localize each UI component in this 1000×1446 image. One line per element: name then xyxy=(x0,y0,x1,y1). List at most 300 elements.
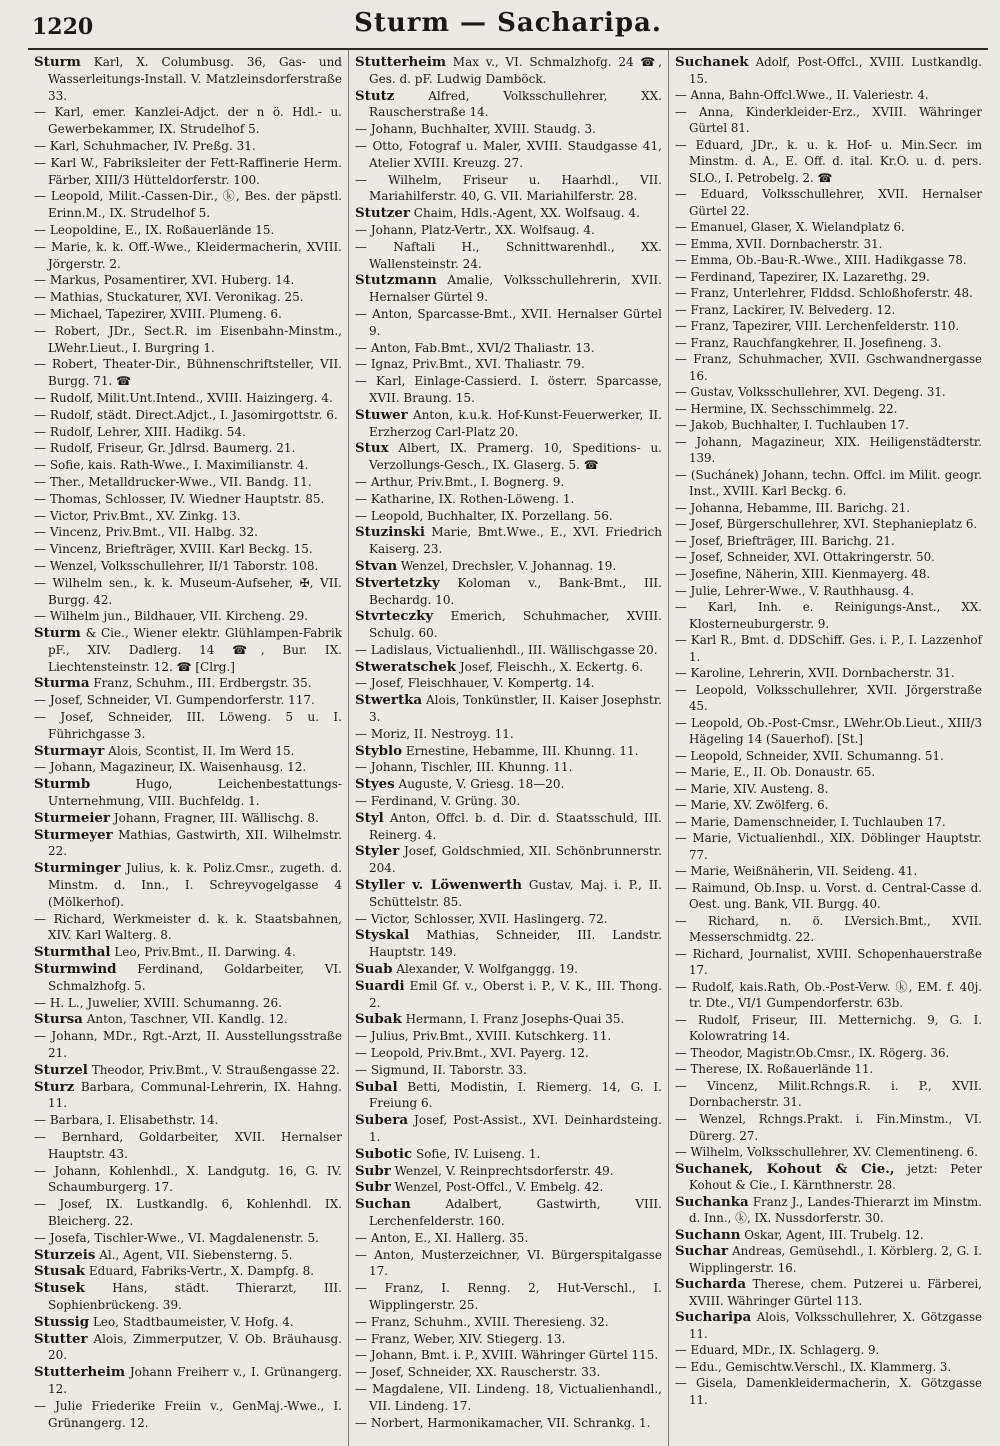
entry-details: — Franz, Schuhmacher, XVII. Gschwandnergasse 16. xyxy=(675,352,982,383)
entry-details: — Johann, Kohlenhdl., X. Landgutg. 16, G. IV. Schaumburgerg. 17. xyxy=(34,1163,342,1195)
directory-entry xyxy=(34,1028,342,1062)
directory-entry xyxy=(34,188,342,222)
directory-entry xyxy=(675,913,982,946)
directory-entry xyxy=(34,810,342,827)
entry-details: — Therese, IX. Roßauerlände 11. xyxy=(675,1062,874,1077)
directory-entry xyxy=(355,1179,662,1196)
entry-details: — Michael, Tapezirer, XVIII. Plumeng. 6. xyxy=(34,306,282,321)
directory-entry xyxy=(34,1062,342,1079)
directory-entry xyxy=(355,1331,662,1348)
directory-entry xyxy=(355,1347,662,1364)
directory-entry xyxy=(355,575,662,609)
directory-entry xyxy=(675,632,982,665)
directory-entry xyxy=(34,440,342,457)
entry-details: Josef, Fleischh., X. Eckertg. 6. xyxy=(459,659,644,674)
entry-surname: Sturmthal xyxy=(34,944,111,961)
entry-details: — Anton, Sparcasse-Bmt., XVII. Hernalser Gürtel 9. xyxy=(355,306,662,338)
entry-details: — Richard, n. ö. LVersich.Bmt., XVII. Messerschmidtg. 22. xyxy=(675,913,982,945)
directory-entry xyxy=(355,877,662,911)
directory-entry xyxy=(355,1196,662,1230)
entry-details: — Otto, Fotograf u. Maler, XVIII. Staudgasse 41, Atelier XVIII. Kreuzg. 27. xyxy=(355,138,662,170)
directory-entry xyxy=(355,524,662,558)
entry-details: — Anna, Bahn-Offcl.Wwe., II. Valeriestr. 4. xyxy=(675,88,929,103)
directory-entry xyxy=(675,104,982,137)
entry-surname: Subera xyxy=(355,1112,409,1129)
entry-details: Therese, chem. Putzerei u. Färberei, XVIII. Währinger Gürtel 113. xyxy=(689,1277,983,1308)
directory-entry xyxy=(34,155,342,189)
directory-entry xyxy=(675,401,982,418)
entry-surname: Stutzer xyxy=(355,205,410,222)
entry-details: — Rudolf, kais.Rath, Ob.-Post-Verw. ⓚ, EM. f. 40j. tr. Dte., VI/1 Gumpendorferstr. 63b. xyxy=(675,979,982,1011)
entry-details: — Johann, Magazineur, XIX. Heiligenstädterstr. 139. xyxy=(675,434,982,466)
entry-surname: Suardi xyxy=(355,977,405,994)
entry-details: — Richard, Werkmeister d. k. k. Staatsbahnen, XIV. Karl Walterg. 8. xyxy=(34,911,342,943)
directory-entry xyxy=(34,911,342,945)
directory-entry xyxy=(34,759,342,776)
directory-entry xyxy=(355,961,662,978)
directory-entry xyxy=(34,743,342,760)
directory-entry xyxy=(355,1062,662,1079)
entry-details: — Rudolf, Friseur, Gr. Jdlrsd. Baumerg. 21. xyxy=(34,441,296,456)
entry-details: Ernestine, Hebamme, III. Khunng. 11. xyxy=(405,743,639,758)
entry-details: — Bernhard, Goldarbeiter, XVII. Hernalser Hauptstr. 43. xyxy=(34,1130,342,1161)
entry-surname: Stweratschek xyxy=(355,658,457,675)
directory-entry xyxy=(355,608,662,642)
directory-entry xyxy=(34,1263,342,1280)
entry-details: — Theodor, Magistr.Ob.Cmsr., IX. Rögerg. 36. xyxy=(675,1045,950,1060)
directory-entry xyxy=(34,390,342,407)
directory-entry xyxy=(34,1230,342,1247)
entry-details: Franz J., Landes-Thierarzt im Minstm. d. Inn., ⓚ, IX. Nussdorferstr. 30. xyxy=(689,1194,982,1226)
directory-entry xyxy=(355,508,662,525)
directory-entry xyxy=(34,272,342,289)
entry-surname: Sturmwind xyxy=(34,961,117,978)
entry-details: — Johann, Buchhalter, XVIII. Staudg. 3. xyxy=(355,122,596,137)
directory-entry xyxy=(34,1280,342,1314)
entry-details: — Emma, Ob.-Bau-R.-Wwe., XIII. Hadikgasse 78. xyxy=(675,253,967,268)
entry-surname: Sturzel xyxy=(34,1061,88,1078)
directory-entry xyxy=(675,814,982,831)
entry-details: — Hermine, IX. Sechsschimmelg. 22. xyxy=(675,401,898,416)
entry-surname: Styler xyxy=(355,843,400,860)
directory-entry xyxy=(355,726,662,743)
entry-details: Anton, Offcl. b. d. Dir. d. Staatsschuld, III. Reinerg. 4. xyxy=(369,810,662,842)
entry-details: Albert, IX. Pramerg. 10, Speditions- u. Verzollungs-Gesch., IX. Glaserg. 5. ☎ xyxy=(369,441,662,473)
directory-entry xyxy=(34,138,342,155)
entry-details: Ferdinand, Goldarbeiter, VI. Schmalzhofg. 5. xyxy=(48,962,342,993)
entry-surname: Stux xyxy=(355,440,389,457)
entry-surname: Stussig xyxy=(34,1313,90,1330)
entry-surname: Stutter xyxy=(34,1330,88,1347)
entry-details: Adolf, Post-Offcl., XVIII. Lustkandlg. 15. xyxy=(689,55,982,86)
entry-details: — Josefa, Tischler-Wwe., VI. Magdalenenstr. 5. xyxy=(34,1230,319,1245)
directory-entry xyxy=(34,1129,342,1163)
entry-details: — Franz, Tapezirer, VIII. Lerchenfelderstr. 110. xyxy=(675,319,960,334)
directory-entry xyxy=(355,1011,662,1028)
entry-details: — Josef, Schneider, III. Löweng. 5 u. I. Führichgasse 3. xyxy=(34,710,342,741)
directory-entry xyxy=(355,743,662,760)
entry-surname: Stursa xyxy=(34,1011,83,1028)
entry-details: — Wilhelm, Friseur u. Haarhdl., VII. Mariahilferstr. 40, G. VII. Mariahilferstr. 28. xyxy=(355,172,662,204)
directory-entry xyxy=(34,692,342,709)
directory-entry xyxy=(34,995,342,1012)
entry-details: — Johann, MDr., Rgt.-Arzt, II. Ausstellungsstraße 21. xyxy=(34,1029,342,1061)
entry-details: — Johann, Tischler, III. Khunng. 11. xyxy=(355,760,573,775)
directory-entry xyxy=(675,533,982,550)
entry-details: — Rudolf, Milit.Unt.Intend., XVIII. Haizingerg. 4. xyxy=(34,390,333,405)
entry-details: — Karl, Inh. e. Reinigungs-Anst., XX. Klosterneuburgerstr. 9. xyxy=(675,600,982,631)
directory-entry xyxy=(675,1061,982,1078)
directory-entry xyxy=(355,1415,662,1432)
entry-details: — Edu., Gemischtw.Verschl., IX. Klammerg. 3. xyxy=(675,1359,952,1374)
entry-details: — Wenzel, Rchngs.Prakt. i. Fin.Minstm., VI. Dürerg. 27. xyxy=(675,1112,982,1143)
directory-entry xyxy=(355,54,662,88)
directory-entry xyxy=(34,675,342,692)
entry-details: — Franz, Rauchfangkehrer, II. Josefineng. 3. xyxy=(675,335,942,350)
entry-surname: Subotic xyxy=(355,1145,413,1162)
entry-details: — Josef, Fleischhauer, V. Kompertg. 14. xyxy=(355,676,595,691)
directory-entry xyxy=(675,682,982,715)
entry-details: — Karl, Schuhmacher, IV. Preßg. 31. xyxy=(34,138,256,153)
entry-details: Auguste, V. Griesg. 18—20. xyxy=(398,777,565,792)
entry-details: — Josef, Schneider, VI. Gumpendorferstr. 117. xyxy=(34,693,315,708)
running-title: Sturm — Sacharipa. xyxy=(354,8,662,38)
directory-entry xyxy=(675,1276,982,1309)
entry-details: Johann, Fragner, III. Wällischg. 8. xyxy=(113,810,319,825)
directory-entry xyxy=(34,1314,342,1331)
directory-entry xyxy=(355,675,662,692)
entry-details: Karl, X. Columbusg. 36, Gas- und Wasserleitungs-Install. V. Matzleinsdorferstraße 33. xyxy=(48,55,342,103)
entry-details: — Robert, JDr., Sect.R. im Eisenbahn-Minstm., LWehr.Lieut., I. Burgring 1. xyxy=(34,323,342,355)
directory-entry xyxy=(675,1309,982,1342)
entry-details: — Vincenz, Briefträger, XVIII. Karl Beckg. 15. xyxy=(34,542,313,557)
entry-surname: Sturz xyxy=(34,1078,75,1095)
directory-entry xyxy=(355,138,662,172)
entry-details: — Wilhelm jun., Bildhauer, VII. Kircheng. 29. xyxy=(34,609,309,624)
directory-entry xyxy=(355,659,662,676)
directory-entry xyxy=(34,558,342,575)
directory-entry xyxy=(355,172,662,206)
directory-entry xyxy=(34,944,342,961)
directory-entry xyxy=(355,1230,662,1247)
entry-details: — Barbara, I. Elisabethstr. 14. xyxy=(34,1113,219,1128)
entry-details: — Vincenz, Milit.Rchngs.R. i. P., XVII. Dornbacherstr. 31. xyxy=(675,1078,982,1110)
entry-details: — Eduard, JDr., k. u. k. Hof- u. Min.Secr. im Minstm. d. A., E. Off. d. ital. Kr.O. u. d. pers. SLO., I. Petrobelg. 2. ☎ xyxy=(675,137,982,185)
entry-details: Eduard, Fabriks-Vertr., X. Dampfg. 8. xyxy=(88,1264,315,1279)
directory-entry xyxy=(34,508,342,525)
entry-details: — Mathias, Stuckaturer, XVI. Veronikag. 25. xyxy=(34,290,304,305)
entry-details: — H. L., Juwelier, XVIII. Schumanng. 26. xyxy=(34,995,282,1010)
directory-entry xyxy=(34,776,342,810)
entry-surname: Stutterheim xyxy=(355,54,447,70)
directory-entry xyxy=(675,599,982,632)
entry-details: — Jakob, Buchhalter, I. Tuchlauben 17. xyxy=(675,418,909,433)
entry-details: — Josef, Schneider, XX. Rauscherstr. 33. xyxy=(355,1365,601,1380)
entry-surname: Suab xyxy=(355,961,393,978)
entry-details: Amalie, Volksschullehrerin, XVII. Hernalser Gürtel 9. xyxy=(369,273,662,305)
entry-details: Leo, Stadtbaumeister, V. Hofg. 4. xyxy=(92,1314,294,1329)
directory-entry xyxy=(34,239,342,273)
entry-details: Alfred, Volksschullehrer, XX. Rauscherstraße 14. xyxy=(369,88,662,120)
entry-details: — Leopold, Volksschullehrer, XVII. Jörgerstraße 45. xyxy=(675,682,982,714)
directory-entry xyxy=(355,474,662,491)
directory-entry xyxy=(675,781,982,798)
directory-entry xyxy=(675,549,982,566)
entry-details: — Julie Friederike Freiin v., GenMaj.-Wwe., I. Grünangerg. 12. xyxy=(34,1398,342,1430)
entry-surname: Styblo xyxy=(355,742,403,759)
directory-entry xyxy=(675,467,982,500)
directory-entry xyxy=(355,759,662,776)
directory-entry xyxy=(355,843,662,877)
entry-details: Andreas, Gemüsehdl., I. Körblerg. 2, G. I. Wipplingerstr. 16. xyxy=(689,1244,982,1275)
entry-details: — Franz, I. Renng. 2, Hut-Verschl., I. Wipplingerstr. 25. xyxy=(355,1281,662,1312)
entry-details: — Emanuel, Glaser, X. Wielandplatz 6. xyxy=(675,220,905,235)
entry-details: — Karoline, Lehrerin, XVII. Dornbacherstr. 31. xyxy=(675,666,955,681)
entry-details: — Josefine, Näherin, XIII. Kienmayerg. 48. xyxy=(675,566,931,581)
page-header xyxy=(28,0,988,50)
column-2 xyxy=(348,50,668,1446)
entry-details: — Anton, Fab.Bmt., XVI/2 Thaliastr. 13. xyxy=(355,340,595,355)
directory-entry xyxy=(675,748,982,765)
directory-entry xyxy=(34,323,342,357)
entry-details: Alois, Tonkünstler, II. Kaiser Josephstr. 3. xyxy=(369,693,662,725)
directory-entry xyxy=(675,715,982,748)
directory-entry xyxy=(355,1112,662,1146)
entry-details: — Marie, Victualienhdl., XIX. Döblinger Hauptstr. 77. xyxy=(675,831,982,862)
entry-details: Anton, k.u.k. Hof-Kunst-Feuerwerker, II. Erzherzog Carl-Platz 20. xyxy=(369,407,662,439)
entry-details: — Julie, Lehrer-Wwe., V. Rauthhausg. 4. xyxy=(675,583,915,598)
entry-details: — Karl R., Bmt. d. DDSchiff. Ges. i. P., I. Lazzenhof 1. xyxy=(675,633,982,664)
entry-details: — Anna, Kinderkleider-Erz., XVIII. Währinger Gürtel 81. xyxy=(675,104,982,136)
directory-entry xyxy=(355,1163,662,1180)
directory-entry xyxy=(675,1243,982,1276)
directory-entry xyxy=(675,1227,982,1244)
directory-entry xyxy=(355,1381,662,1415)
entry-details: — Johann, Platz-Vertr., XX. Wolfsaug. 4. xyxy=(355,222,595,237)
directory-entry xyxy=(675,335,982,352)
entry-surname: Suchar xyxy=(675,1243,729,1260)
entry-surname: Suchanek, Kohout & Cie., xyxy=(675,1160,895,1177)
entry-details: — Victor, Priv.Bmt., XV. Zinkg. 13. xyxy=(34,508,241,523)
entry-surname: Stvertetzky xyxy=(355,574,440,591)
entry-surname: Stuzinski xyxy=(355,524,425,541)
directory-entry xyxy=(355,306,662,340)
entry-details: — Naftali H., Schnittwarenhdl., XX. Wallensteinstr. 24. xyxy=(355,239,662,271)
directory-entry xyxy=(355,272,662,306)
directory-entry xyxy=(675,186,982,219)
entry-details: — (Suchánek) Johann, techn. Offcl. im Milit. geogr. Inst., XVIII. Karl Beckg. 6. xyxy=(675,467,982,499)
directory-entry xyxy=(675,137,982,187)
directory-entry xyxy=(675,252,982,269)
directory-entry xyxy=(355,440,662,474)
directory-entry xyxy=(675,1194,982,1227)
directory-entry xyxy=(675,236,982,253)
directory-entry xyxy=(675,1111,982,1144)
entry-details: Hermann, I. Franz Josephs-Quai 35. xyxy=(405,1012,625,1027)
entry-details: — Marie, E., II. Ob. Donaustr. 65. xyxy=(675,765,876,780)
entry-details: Theodor, Priv.Bmt., V. Straußengasse 22. xyxy=(91,1062,340,1077)
directory-entry xyxy=(34,54,342,104)
entry-details: Franz, Schuhm., III. Erdbergstr. 35. xyxy=(93,676,312,691)
entry-details: Josef, Goldschmied, XII. Schönbrunnerstr. 204. xyxy=(369,844,662,876)
entry-details: — Markus, Posamentirer, XVI. Huberg. 14. xyxy=(34,273,295,288)
entry-details: — Marie, XV. Zwölferg. 6. xyxy=(675,798,829,813)
directory-entry xyxy=(675,500,982,517)
directory-entry xyxy=(675,1359,982,1376)
directory-entry xyxy=(34,424,342,441)
directory-entry xyxy=(355,239,662,273)
directory-entry xyxy=(355,927,662,961)
entry-surname: Suchann xyxy=(675,1226,741,1243)
entry-details: Alois, Scontist, II. Im Werd 15. xyxy=(108,743,295,758)
directory-entry xyxy=(34,491,342,508)
entry-surname: Stvan xyxy=(355,557,398,574)
entry-surname: Suchanek xyxy=(675,54,749,70)
entry-surname: Sucharipa xyxy=(675,1309,752,1326)
entry-details: — Norbert, Harmonikamacher, VII. Schrankg. 1. xyxy=(355,1415,651,1430)
directory-entry xyxy=(355,205,662,222)
entry-details: — Ther., Metalldrucker-Wwe., VII. Bandg. 11. xyxy=(34,474,312,489)
entry-surname: Stusak xyxy=(34,1263,86,1280)
entry-details: Mathias, Gastwirth, XII. Wilhelmstr. 22. xyxy=(48,827,342,859)
directory-entry xyxy=(34,709,342,743)
entry-surname: Subal xyxy=(355,1078,398,1095)
directory-entry xyxy=(34,608,342,625)
entry-details: — Josef, Bürgerschullehrer, XVI. Stephanieplatz 6. xyxy=(675,517,978,532)
entry-surname: Sturmayr xyxy=(34,742,105,759)
directory-entry xyxy=(34,827,342,861)
entry-details: — Karl W., Fabriksleiter der Fett-Raffinerie Herm. Färber, XIII/3 Hütteldorferstr. 100. xyxy=(34,155,342,187)
entry-details: — Thomas, Schlosser, IV. Wiedner Hauptstr. 85. xyxy=(34,491,325,506)
entry-details: — Victor, Schlosser, XVII. Haslingerg. 72. xyxy=(355,911,608,926)
entry-details: — Marie, k. k. Off.-Wwe., Kleidermacherin, XVIII. Jörgerstr. 2. xyxy=(34,239,342,271)
entry-surname: Sturmeier xyxy=(34,809,110,826)
entry-details: — Leopold, Priv.Bmt., XVI. Payerg. 12. xyxy=(355,1046,589,1061)
directory-entry xyxy=(355,1314,662,1331)
directory-entry xyxy=(34,407,342,424)
entry-details: — Anton, E., XI. Hallerg. 35. xyxy=(355,1230,529,1245)
entry-details: — Arthur, Priv.Bmt., I. Bognerg. 9. xyxy=(355,474,565,489)
directory-entry xyxy=(675,384,982,401)
entry-details: — Franz, Lackirer, IV. Belvederg. 12. xyxy=(675,302,896,317)
entry-details: — Sigmund, II. Taborstr. 33. xyxy=(355,1062,527,1077)
directory-entry xyxy=(355,776,662,793)
entry-surname: Subr xyxy=(355,1179,391,1196)
entry-surname: Styl xyxy=(355,809,384,826)
entry-details: — Rudolf, städt. Direct.Adjct., I. Jasomirgottstr. 6. xyxy=(34,407,338,422)
entry-surname: Sturmb xyxy=(34,776,91,793)
entry-details: Betti, Modistin, I. Riemerg. 14, G. I. Freiung 6. xyxy=(369,1079,662,1111)
entry-surname: Stusek xyxy=(34,1280,85,1297)
entry-details: — Eduard, MDr., IX. Schlagerg. 9. xyxy=(675,1343,880,1358)
entry-surname: Stutzmann xyxy=(355,272,437,289)
entry-details: Oskar, Agent, III. Trubelg. 12. xyxy=(744,1227,924,1242)
entry-details: & Cie., Wiener elektr. Glühlampen-Fabrik pF., XIV. Dadlerg. 14 ☎, Bur. IX. Liechtensteinstr. 12. ☎ [Clrg.] xyxy=(48,626,342,674)
entry-details: — Ignaz, Priv.Bmt., XVI. Thaliastr. 79. xyxy=(355,357,585,372)
entry-surname: Stutterheim xyxy=(34,1364,126,1381)
entry-details: — Magdalene, VII. Lindeng. 18, Victualienhandl., VII. Lindeng. 17. xyxy=(355,1381,662,1413)
directory-entry xyxy=(34,474,342,491)
directory-entry xyxy=(34,306,342,323)
entry-details: — Leopold, Milit.-Cassen-Dir., ⓚ, Bes. der päpstl. Erinn.M., IX. Strudelhof 5. xyxy=(34,189,342,221)
entry-details: — Wilhelm, Volksschullehrer, XV. Clementineng. 6. xyxy=(675,1145,978,1160)
directory-entry xyxy=(675,417,982,434)
directory-entry xyxy=(355,642,662,659)
directory-entry xyxy=(355,356,662,373)
directory-entry xyxy=(675,302,982,319)
entry-surname: Suchanka xyxy=(675,1193,749,1210)
directory-entry xyxy=(675,863,982,880)
column-3 xyxy=(668,50,988,1446)
directory-entry xyxy=(675,219,982,236)
entry-details: — Ladislaus, Victualienhdl., III. Wällischgasse 20. xyxy=(355,642,658,657)
directory-columns xyxy=(28,50,988,1446)
entry-details: — Anton, Musterzeichner, VI. Bürgerspitalgasse 17. xyxy=(355,1247,662,1279)
directory-entry xyxy=(34,1398,342,1432)
directory-entry xyxy=(675,946,982,979)
directory-entry xyxy=(675,434,982,467)
entry-details: — Marie, XIV. Austeng. 8. xyxy=(675,781,829,796)
entry-details: — Johann, Bmt. i. P., XVIII. Währinger Gürtel 115. xyxy=(355,1348,659,1363)
directory-entry xyxy=(675,979,982,1012)
directory-entry xyxy=(34,104,342,138)
directory-entry xyxy=(675,269,982,286)
entry-details: — Franz, Unterlehrer, Flddsd. Schloßhoferstr. 48. xyxy=(675,286,973,301)
directory-entry xyxy=(34,1364,342,1398)
entry-details: — Johann, Magazineur, IX. Waisenhausg. 12. xyxy=(34,760,307,775)
directory-entry xyxy=(355,88,662,122)
directory-entry xyxy=(34,860,342,910)
entry-details: — Karl, Einlage-Cassierd. I. österr. Sparcasse, XVII. Braung. 15. xyxy=(355,374,662,405)
entry-surname: Stutz xyxy=(355,87,395,104)
entry-surname: Stwertka xyxy=(355,692,423,709)
entry-details: — Julius, Priv.Bmt., XVIII. Kutschkerg. 11. xyxy=(355,1029,612,1044)
entry-details: — Emma, XVII. Dornbacherstr. 31. xyxy=(675,236,883,251)
directory-entry xyxy=(355,1079,662,1113)
entry-details: — Ferdinand, Tapezirer, IX. Lazarethg. 29. xyxy=(675,269,930,284)
entry-details: Sofie, IV. Luiseng. 1. xyxy=(415,1146,541,1161)
entry-details: Marie, Bmt.Wwe., E., XVI. Friedrich Kaiserg. 23. xyxy=(369,525,662,557)
directory-entry xyxy=(355,978,662,1012)
entry-details: — Josef, Schneider, XVI. Ottakringerstr. 50. xyxy=(675,550,935,565)
entry-details: Wenzel, Post-Offcl., V. Embelg. 42. xyxy=(394,1180,604,1195)
directory-entry xyxy=(675,285,982,302)
directory-entry xyxy=(34,457,342,474)
column-1 xyxy=(28,50,348,1446)
entry-details: — Eduard, Volksschullehrer, XVII. Hernalser Gürtel 22. xyxy=(675,187,982,218)
directory-entry xyxy=(675,566,982,583)
directory-entry xyxy=(675,583,982,600)
entry-details: Hugo, Leichenbestattungs-Unternehmung, VIII. Buchfeldg. 1. xyxy=(48,777,342,809)
entry-details: Johann Freiherr v., I. Grünangerg. 12. xyxy=(48,1365,342,1396)
entry-surname: Sturmeyer xyxy=(34,826,113,843)
entry-details: — Josef, Briefträger, III. Barichg. 21. xyxy=(675,533,895,548)
directory-entry xyxy=(675,318,982,335)
directory-entry xyxy=(675,797,982,814)
entry-details: — Josef, IX. Lustkandlg. 6, Kohlenhdl. IX. Bleicherg. 22. xyxy=(34,1197,342,1228)
entry-surname: Sturma xyxy=(34,675,90,692)
directory-entry xyxy=(675,665,982,682)
directory-entry xyxy=(34,289,342,306)
entry-surname: Sturm xyxy=(34,54,81,70)
entry-details: — Wilhelm sen., k. k. Museum-Aufseher, ✠, VII. Burgg. 42. xyxy=(34,575,342,607)
directory-entry xyxy=(355,373,662,407)
entry-details: — Franz, Weber, XIV. Stiegerg. 13. xyxy=(355,1331,566,1346)
directory-entry xyxy=(355,793,662,810)
directory-entry xyxy=(675,1342,982,1359)
directory-entry xyxy=(355,491,662,508)
directory-entry xyxy=(34,222,342,239)
